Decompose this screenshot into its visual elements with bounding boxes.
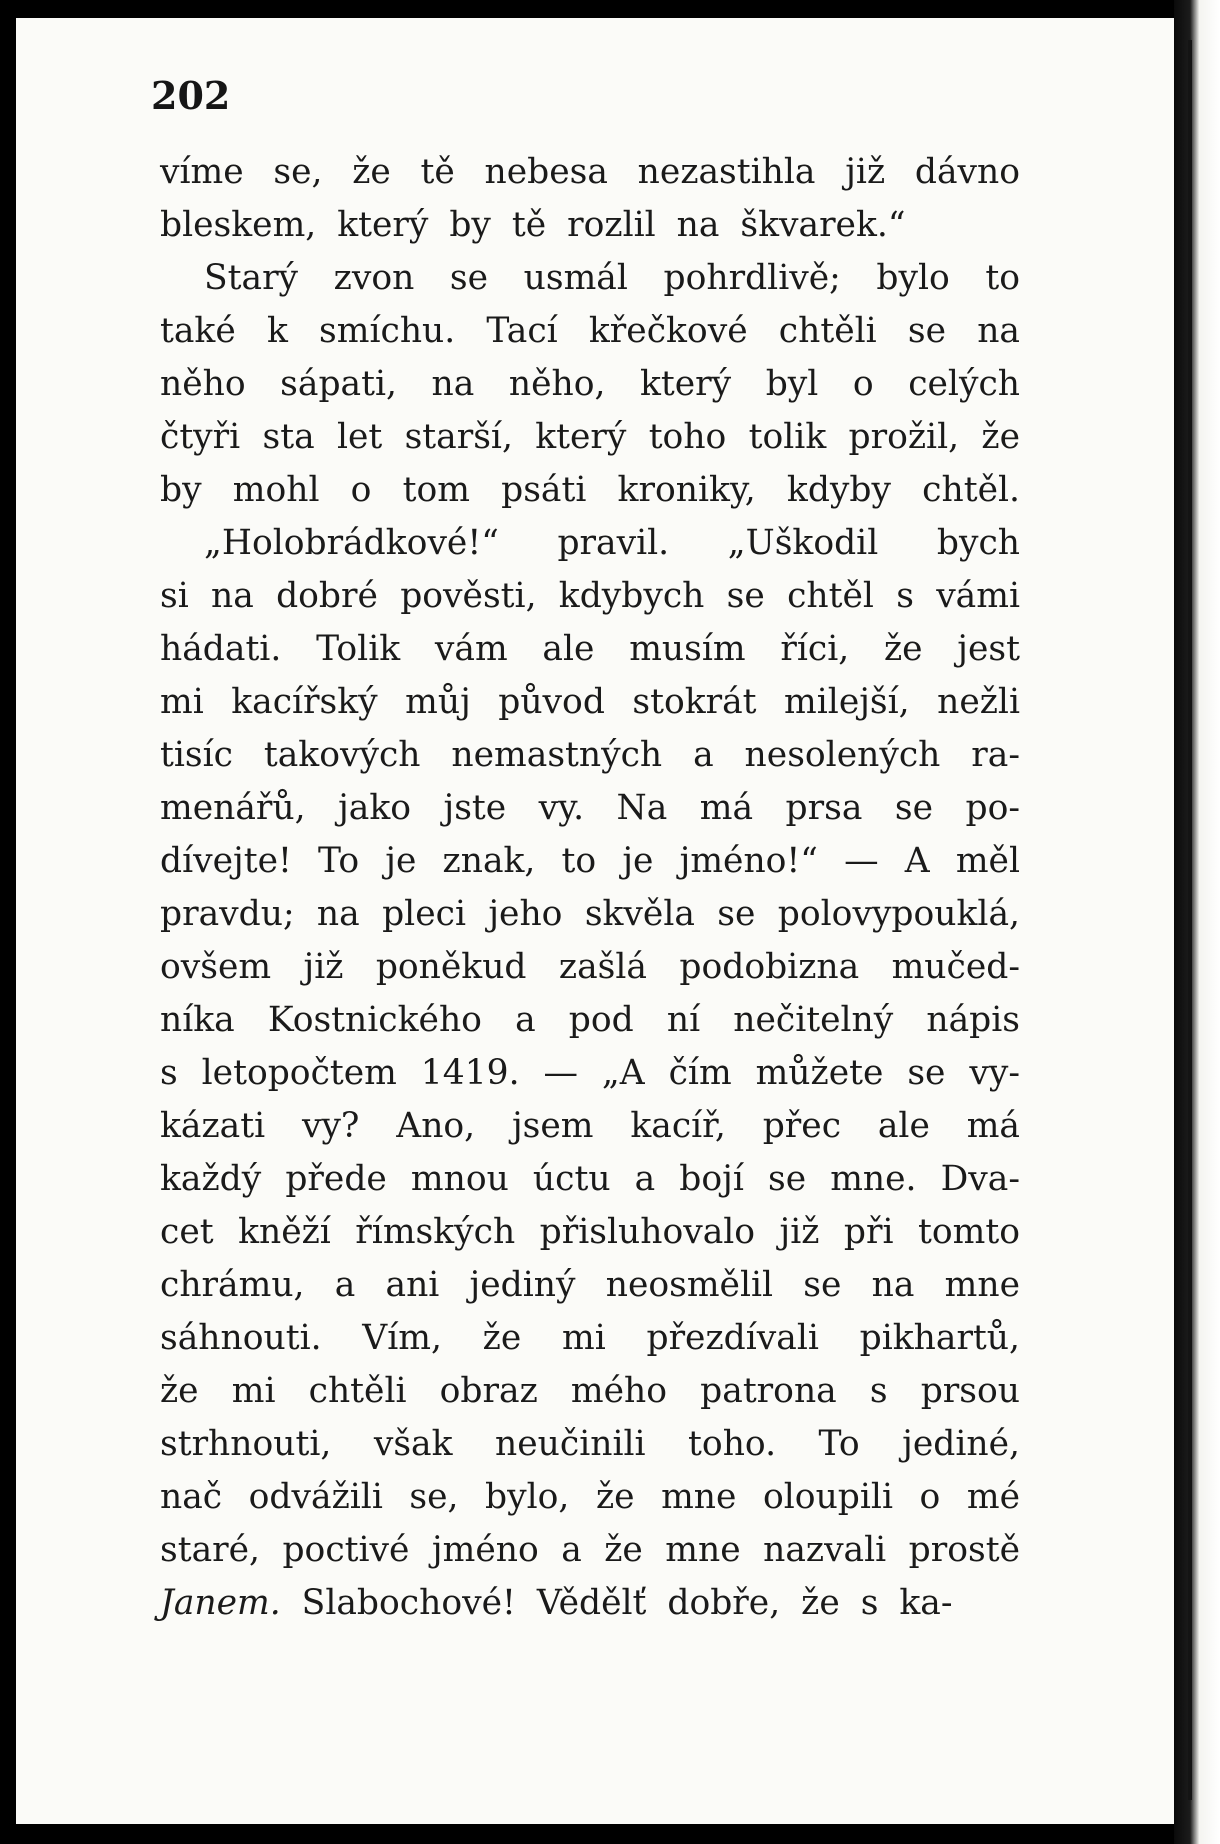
- text-line: strhnouti, však neučinili toho. To jediné,: [160, 1424, 1020, 1464]
- body-text: [160, 146, 1020, 1630]
- text-line: si na dobré pověsti, kdybych se chtěl s vámi: [160, 576, 1020, 616]
- text-line: níka Kostnického a pod ní nečitelný nápis: [160, 1000, 1020, 1040]
- italic-name: Janem.: [160, 1583, 281, 1623]
- text-line: bleskem, který by tě rozlil na škvarek.“: [160, 205, 906, 245]
- text-line: ovšem již poněkud zašlá podobizna mučed-: [160, 947, 1020, 987]
- text-line: chrámu, a ani jediný neosmělil se na mne: [160, 1265, 1020, 1305]
- text-line-final: [160, 1577, 1020, 1630]
- text-line: něho sápati, na něho, který byl o celých: [160, 364, 1020, 404]
- text-line: kázati vy? Ano, jsem kacíř, přec ale má: [160, 1106, 1020, 1146]
- text-line: každý přede mnou úctu a bojí se mne. Dva-: [160, 1159, 1020, 1199]
- text-line: víme se, že tě nebesa nezastihla již dávno: [160, 152, 1020, 192]
- book-gutter: [1174, 0, 1220, 1844]
- text-line: sáhnouti. Vím, že mi přezdívali pikhartů,: [160, 1318, 1020, 1358]
- text-line: pravdu; na pleci jeho skvěla se polovypouklá,: [160, 894, 1020, 934]
- text-line: s letopočtem 1419. — „A čím můžete se vy-: [160, 1053, 1020, 1093]
- text-line: tisíc takových nemastných a nesolených ra-: [160, 735, 1020, 775]
- gutter-shadow: [1188, 40, 1192, 1800]
- text-line-rest: Slabochové! Vědělť dobře, že s ka-: [280, 1583, 953, 1623]
- text-line: také k smíchu. Tací křečkové chtěli se na: [160, 311, 1020, 351]
- text-line: mi kacířský můj původ stokrát milejší, nežli: [160, 682, 1020, 722]
- text-line: Starý zvon se usmál pohrdlivě; bylo to: [204, 258, 1020, 298]
- text-line: staré, poctivé jméno a že mne nazvali prostě: [160, 1530, 1020, 1570]
- text-line: nač odvážili se, bylo, že mne oloupili o mé: [160, 1477, 1020, 1517]
- text-line: že mi chtěli obraz mého patrona s prsou: [160, 1371, 1020, 1411]
- text-line: „Holobrádkové!“ pravil. „Uškodil bych: [204, 523, 1020, 563]
- text-line: menářů, jako jste vy. Na má prsa se po-: [160, 788, 1020, 828]
- text-line: čtyři sta let starší, který toho tolik prožil, že: [160, 417, 1020, 457]
- text-line: cet kněží římských přisluhovalo již při tomto: [160, 1212, 1020, 1252]
- text-line: dívejte! To je znak, to je jméno!“ — A měl: [160, 841, 1020, 881]
- text-line: by mohl o tom psáti kroniky, kdyby chtěl.: [160, 470, 1020, 510]
- text-line: hádati. Tolik vám ale musím říci, že jest: [160, 629, 1020, 669]
- page-number: 202: [151, 73, 231, 118]
